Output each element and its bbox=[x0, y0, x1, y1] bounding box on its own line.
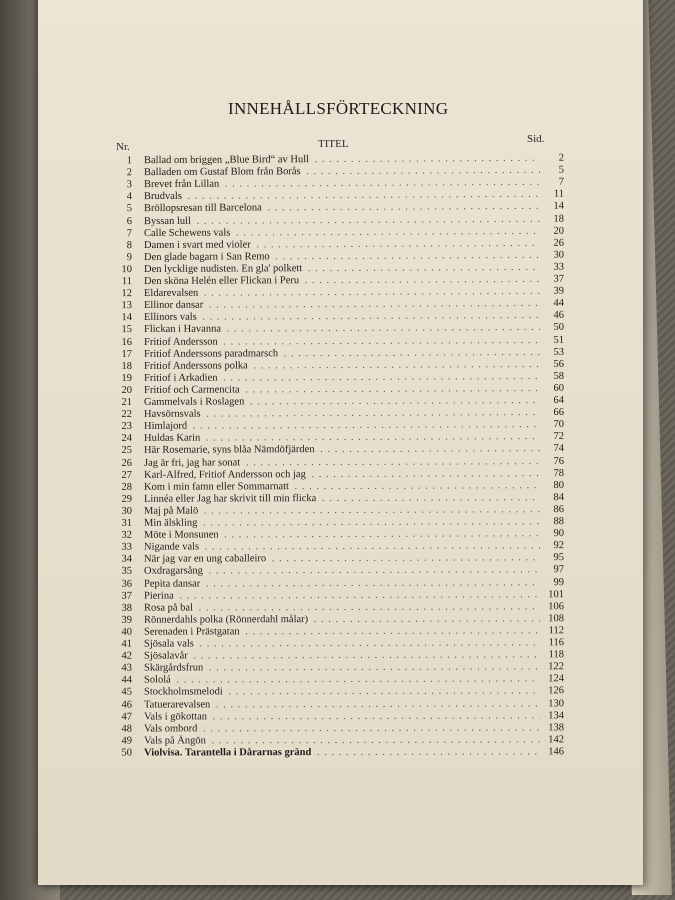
toc-entry-number: 12 bbox=[121, 288, 133, 300]
toc-entry-page: 88 bbox=[553, 516, 565, 528]
toc-entry-number: 48 bbox=[121, 723, 133, 735]
toc-entry-page: 18 bbox=[553, 213, 565, 225]
toc-entry-number: 27 bbox=[121, 469, 133, 481]
toc-entry-title: Bröllopsresan till Barcelona bbox=[143, 202, 262, 215]
toc-entry-title: Ballad om briggen „Blue Bird“ av Hull bbox=[143, 154, 310, 167]
toc-entry-title: Den glade bagarn i San Remo bbox=[143, 251, 270, 263]
toc-entry-number: 31 bbox=[121, 517, 133, 529]
toc-entry-page: 58 bbox=[553, 370, 565, 382]
toc-entry-title: Balladen om Gustaf Blom från Borås bbox=[143, 166, 301, 179]
toc-entry-title: Fritiof Anderssons paradmarsch bbox=[143, 347, 279, 360]
toc-entry-title: När jag var en ung caballeiro bbox=[143, 553, 267, 566]
toc-entry-page: 56 bbox=[553, 358, 565, 370]
toc-entry-page: 146 bbox=[548, 746, 565, 758]
page-title: INNEHÅLLSFÖRTECKNING bbox=[228, 99, 449, 118]
toc-entry-number: 1 bbox=[126, 155, 133, 167]
toc-entry-number: 21 bbox=[121, 396, 133, 408]
toc-entry-title: Vals på Ängön bbox=[143, 735, 206, 747]
toc-entry-page: 37 bbox=[553, 273, 565, 285]
toc-entry-title: Brudvals bbox=[143, 191, 182, 203]
toc-entry-number: 45 bbox=[121, 686, 133, 699]
toc-entry-page: 39 bbox=[553, 285, 565, 297]
toc-entry-page: 14 bbox=[553, 201, 565, 213]
toc-entry-page: 122 bbox=[548, 661, 565, 673]
toc-entry-number: 34 bbox=[121, 554, 133, 566]
toc-entry-title: Flickan i Havanna bbox=[143, 323, 222, 336]
toc-entry-page: 64 bbox=[553, 394, 565, 406]
toc-entry-number: 8 bbox=[126, 239, 133, 251]
toc-entry-page: 70 bbox=[553, 419, 565, 431]
toc-entry-number: 50 bbox=[121, 747, 133, 759]
column-header-page: Sid. bbox=[527, 133, 545, 145]
toc-entry-number: 5 bbox=[126, 203, 133, 215]
toc-entry-number: 19 bbox=[121, 372, 133, 384]
toc-entry-title: Min älskling bbox=[143, 517, 198, 529]
toc-entry-page: 51 bbox=[553, 334, 565, 346]
toc-entry-page: 124 bbox=[548, 673, 565, 685]
toc-entry-title: Stockholmsmelodi bbox=[143, 686, 223, 698]
toc-entry-page: 86 bbox=[553, 503, 565, 515]
toc-entry-title: Rönnerdahls polka (Rönnerdahl målar) bbox=[143, 613, 309, 626]
toc-entry-title: Damen i svart med violer bbox=[143, 239, 251, 251]
toc-entry-title: Ellinors vals bbox=[143, 311, 197, 324]
toc-entry-number: 28 bbox=[121, 481, 133, 493]
toc-entry-title: Den sköna Helén eller Flickan i Peru bbox=[143, 275, 300, 288]
toc-entry-title: Här Rosemarie, syns blåa Nämdöfjärden bbox=[143, 444, 315, 457]
toc-entry-number: 9 bbox=[126, 251, 133, 263]
toc-entry-page: 26 bbox=[553, 237, 565, 249]
toc-entry-number: 13 bbox=[121, 300, 133, 312]
toc-entry-number: 25 bbox=[121, 445, 133, 457]
toc-entry-title: Huldas Karin bbox=[143, 432, 201, 445]
toc-entry-number: 22 bbox=[121, 409, 133, 421]
toc-entry-page: 126 bbox=[548, 685, 565, 697]
toc-entry-page: 95 bbox=[553, 552, 565, 564]
toc-entry-page: 106 bbox=[548, 600, 565, 612]
toc-entry-number: 40 bbox=[121, 626, 133, 638]
toc-entry-number: 3 bbox=[126, 179, 133, 191]
toc-entry-title: Fritiof i Arkadien bbox=[143, 372, 218, 384]
toc-entry-title: Serenaden i Prästgatan bbox=[143, 626, 240, 638]
toc-entry-number: 7 bbox=[126, 227, 133, 239]
toc-entry-page: 130 bbox=[548, 697, 565, 709]
toc-entry-page: 97 bbox=[553, 564, 565, 576]
toc-entry-page: 80 bbox=[553, 479, 565, 491]
column-header-nr: Nr. bbox=[116, 141, 130, 153]
toc-entry-title: Calle Schewens vals bbox=[143, 227, 231, 239]
toc-entry-title: Fritiof och Carmencita bbox=[143, 384, 240, 396]
toc-entry-number: 18 bbox=[121, 360, 133, 372]
toc-entry-title: Rosa på bal bbox=[143, 602, 194, 614]
toc-entry-page: 92 bbox=[553, 540, 565, 552]
toc-entry-title: Violvisa. Tarantella i Dårarnas gränd bbox=[143, 746, 312, 759]
toc-entry-title: Kom i min famn eller Sommarnatt bbox=[143, 480, 289, 493]
toc-entry-page: 112 bbox=[548, 625, 565, 637]
toc-entry-title: Maj på Malö bbox=[143, 505, 199, 517]
toc-entry-title: Pierina bbox=[143, 590, 174, 602]
toc-entry-title: Oxdragarsång bbox=[143, 565, 203, 578]
toc-entry-page: 99 bbox=[553, 576, 565, 588]
toc-entry-title: Pepita dansar bbox=[143, 577, 201, 590]
toc-entry-title: Fritiof Andersson bbox=[143, 336, 218, 348]
toc-entry-number: 32 bbox=[121, 529, 133, 541]
toc-entry-page: 44 bbox=[553, 297, 565, 310]
toc-entry-number: 15 bbox=[121, 324, 133, 336]
toc-entry-title: Sololá bbox=[143, 674, 171, 686]
toc-entry-title: Linnéa eller Jag har skrivit till min flicka bbox=[143, 492, 317, 505]
toc-entry-page: 20 bbox=[553, 225, 565, 237]
toc-entry-number: 35 bbox=[121, 566, 133, 578]
toc-entry-number: 23 bbox=[121, 421, 133, 433]
toc-entry-page: 66 bbox=[553, 407, 565, 419]
toc-entry-title: Himlajord bbox=[143, 420, 188, 433]
toc-entry-number: 49 bbox=[121, 735, 133, 747]
toc-entry-title: Sjösalavår bbox=[143, 650, 188, 662]
toc-entry-page: 5 bbox=[558, 164, 565, 176]
toc-entry-number: 16 bbox=[121, 336, 133, 348]
toc-entry-page: 11 bbox=[553, 188, 565, 200]
toc-entry-page: 90 bbox=[553, 528, 565, 540]
toc-entry-number: 36 bbox=[121, 578, 133, 590]
toc-entry-title: Havsörnsvals bbox=[143, 408, 201, 420]
toc-entry-page: 74 bbox=[553, 443, 565, 455]
toc-entry-title: Gammelvals i Roslagen bbox=[143, 396, 245, 408]
toc-entry-title: Sjösala vals bbox=[143, 638, 194, 650]
toc-entry-title: Byssan lull bbox=[143, 215, 191, 227]
toc-entry-number: 43 bbox=[121, 662, 133, 674]
toc-entry-title: Vals i gökottan bbox=[143, 710, 208, 723]
toc-entry-number: 11 bbox=[121, 276, 133, 288]
toc-entry-page: 116 bbox=[548, 637, 565, 649]
toc-entry-page: 72 bbox=[553, 431, 565, 443]
toc-entry-page: 142 bbox=[548, 734, 565, 746]
toc-entry-number: 47 bbox=[121, 711, 133, 723]
toc-entry-title: Möte i Monsunen bbox=[143, 529, 219, 541]
toc-entry-title: Nigande vals bbox=[143, 541, 200, 553]
toc-entry-number: 10 bbox=[121, 263, 133, 276]
toc-entry-title: Karl-Alfred, Fritiof Andersson och jag bbox=[143, 468, 306, 481]
toc-entry-number: 29 bbox=[121, 493, 133, 505]
toc-entry-page: 78 bbox=[553, 467, 565, 479]
toc-entry-page: 84 bbox=[553, 491, 565, 503]
toc-entry-number: 17 bbox=[121, 348, 133, 360]
toc-entry-page: 46 bbox=[553, 310, 565, 322]
toc-entry-page: 60 bbox=[553, 382, 565, 394]
toc-entry-number: 33 bbox=[121, 541, 133, 553]
toc-entry-title: Eldarevalsen bbox=[143, 287, 199, 300]
toc-entry-number: 41 bbox=[121, 638, 133, 650]
toc-entry-page: 118 bbox=[548, 649, 565, 661]
toc-entry-page: 108 bbox=[548, 612, 565, 625]
toc-entry-page: 50 bbox=[553, 322, 565, 334]
toc-entry-number: 42 bbox=[121, 650, 133, 662]
toc-entry-page: 101 bbox=[548, 588, 565, 600]
toc-entry-title: Skärgårdsfrun bbox=[143, 662, 204, 674]
toc-entry-number: 38 bbox=[121, 602, 133, 614]
toc-entry-title: Den lycklige nudisten. En gla' polkett bbox=[143, 263, 303, 275]
toc-entry-page: 33 bbox=[553, 261, 565, 273]
toc-entry-number: 2 bbox=[126, 167, 133, 179]
toc-entry-page: 7 bbox=[558, 176, 565, 188]
toc-entry-page: 138 bbox=[548, 722, 565, 734]
toc-entry-number: 30 bbox=[121, 505, 133, 517]
toc-entry-title: Brevet från Lillan bbox=[143, 178, 220, 191]
toc-entry-number: 6 bbox=[126, 215, 133, 227]
toc-entry-number: 24 bbox=[121, 433, 133, 445]
toc-entry-number: 4 bbox=[126, 191, 133, 203]
toc-entry-title: Fritiof Anderssons polka bbox=[143, 360, 248, 372]
toc-entry-number: 20 bbox=[121, 384, 133, 396]
toc-entry-number: 44 bbox=[121, 674, 133, 686]
toc-entry-page: 30 bbox=[553, 249, 565, 261]
toc-entry-page: 134 bbox=[548, 709, 565, 721]
toc-entry-number: 37 bbox=[121, 590, 133, 602]
toc-entry-number: 39 bbox=[121, 614, 133, 626]
toc-entry-title: Vals ombord bbox=[143, 723, 198, 735]
toc-entry-title: Jag är fri, jag har sonat bbox=[143, 456, 241, 469]
toc-entry bbox=[100, 746, 565, 760]
toc-entry-page: 76 bbox=[553, 455, 565, 467]
toc-entry-title: Tatuerarevalsen bbox=[143, 698, 211, 711]
toc-entry-page: 53 bbox=[553, 346, 565, 358]
toc-entry-number: 14 bbox=[121, 312, 133, 324]
toc-entry-title: Ellinor dansar bbox=[143, 299, 204, 312]
toc-entry-number: 26 bbox=[121, 457, 133, 469]
toc-entry-number: 46 bbox=[121, 699, 133, 711]
toc-entry-page: 2 bbox=[558, 152, 565, 164]
column-header-title: TITEL bbox=[318, 138, 349, 150]
